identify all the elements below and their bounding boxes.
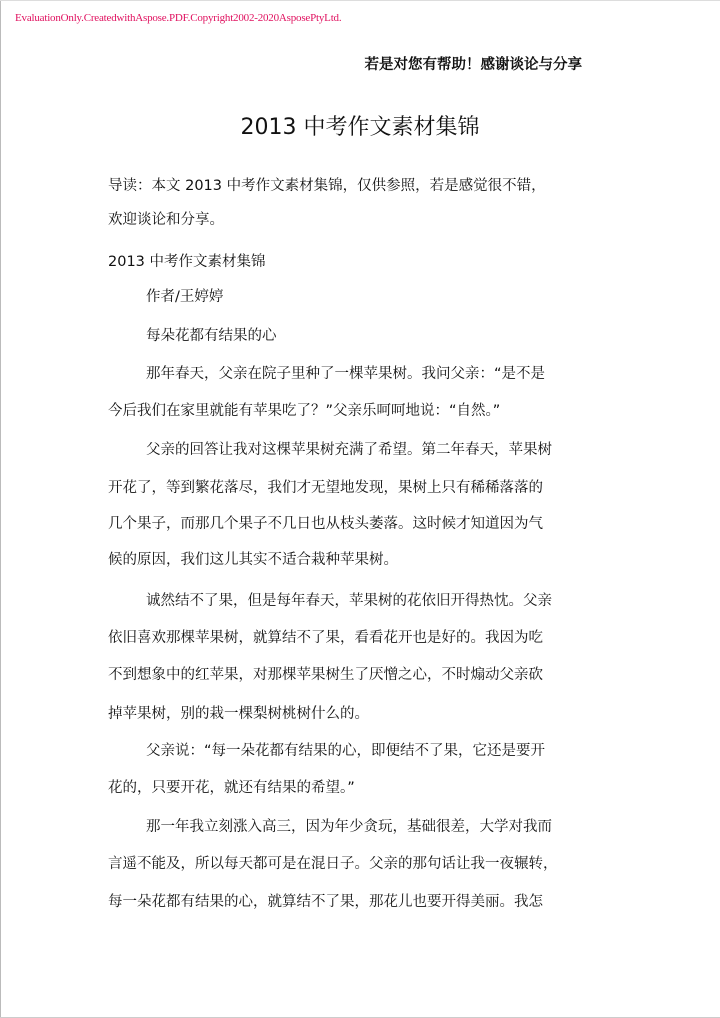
paragraph-line: 今后我们在家里就能有苹果吃了？”父亲乐呵呵地说：“自然。” [108, 403, 501, 419]
paragraph-line: 父亲说：“每一朵花都有结果的心，即便结不了果，它还是要开 [146, 743, 546, 759]
header-note: 若是对您有帮助！感谢谈论与分享 [364, 57, 582, 73]
page-top-edge [0, 0, 720, 1]
document-title: 2013 中考作文素材集锦 [240, 115, 480, 140]
section-heading: 2013 中考作文素材集锦 [108, 254, 266, 270]
page-left-edge [0, 0, 1, 1018]
paragraph-line: 每一朵花都有结果的心，就算结不了果，那花儿也要开得美丽。我怎 [108, 894, 543, 910]
evaluation-watermark: EvaluationOnly.CreatedwithAspose.PDF.Copyright2002-2020AsposePtyLtd. [15, 12, 342, 24]
paragraph-line: 不到想象中的红苹果，对那棵苹果树生了厌憎之心，不时煽动父亲砍 [108, 667, 543, 683]
intro-line: 导读：本文 2013 中考作文素材集锦，仅供参照，若是感觉很不错， [108, 178, 546, 194]
paragraph-line: 花的，只要开花，就还有结果的希望。” [108, 780, 355, 796]
paragraph-line: 依旧喜欢那棵苹果树，就算结不了果，看看花开也是好的。我因为吃 [108, 630, 543, 646]
paragraph-line: 候的原因，我们这儿其实不适合栽种苹果树。 [108, 552, 398, 568]
paragraph-line: 那一年我立刻涨入高三，因为年少贪玩，基础很差，大学对我而 [146, 819, 552, 835]
intro-line: 欢迎谈论和分享。 [108, 212, 224, 228]
paragraph-line: 那年春天，父亲在院子里种了一棵苹果树。我问父亲：“是不是 [146, 366, 546, 382]
paragraph-line: 父亲的回答让我对这棵苹果树充满了希望。第二年春天，苹果树 [146, 442, 552, 458]
paragraph-line: 开花了，等到繁花落尽，我们才无望地发现，果树上只有稀稀落落的 [108, 480, 543, 496]
paragraph-line: 言遥不能及，所以每天都可是在混日子。父亲的那句话让我一夜辗转， [108, 856, 558, 872]
paragraph-line: 几个果子，而那几个果子不几日也从枝头萎落。这时候才知道因为气 [108, 516, 543, 532]
article-title: 每朵花都有结果的心 [146, 328, 277, 344]
author-line: 作者/王婷婷 [146, 289, 224, 305]
paragraph-line: 诚然结不了果，但是每年春天，苹果树的花依旧开得热忱。父亲 [146, 593, 552, 609]
paragraph-line: 掉苹果树，别的栽一棵梨树桃树什么的。 [108, 706, 369, 722]
